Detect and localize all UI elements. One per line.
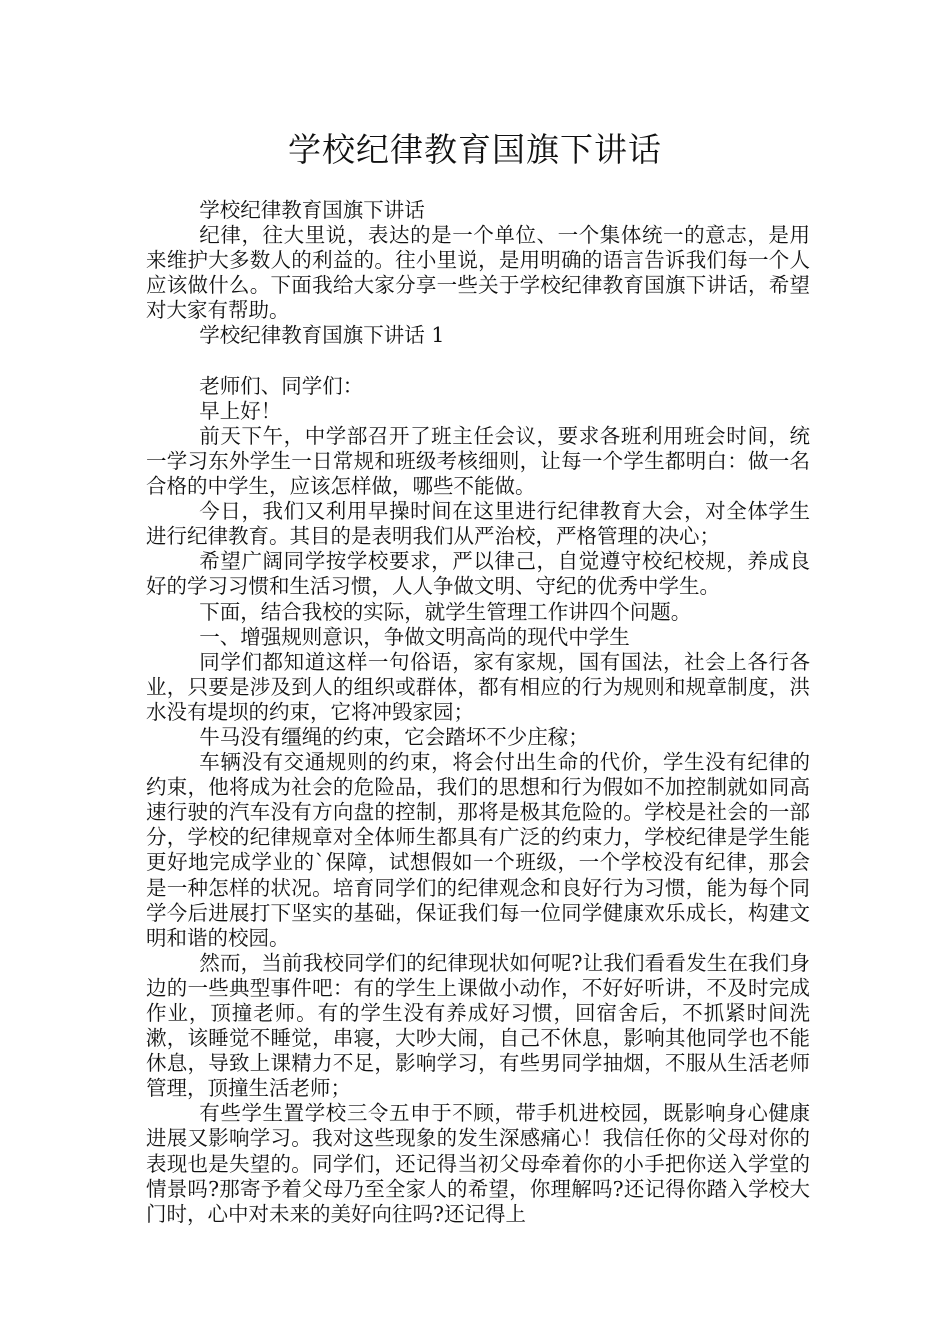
body-paragraph: 希望广阔同学按学校要求，严以律己，自觉遵守校纪校规，养成良好的学习习惯和生活习惯，人人争做文明、守纪的优秀中学生。 xyxy=(146,549,810,599)
greeting: 早上好！ xyxy=(199,398,282,423)
body-paragraph: 车辆没有交通规则的约束，将会付出生命的代价，学生没有纪律的约束，他将成为社会的危险品，我们的思想和行为假如不加控制就如同高速行驶的汽车没有方向盘的控制，那将是极其危险的。学校是社会的一部分，学校的纪律规章对全体师生都具有广泛的约束力，学校纪律是学生能更好地完成学业的`保障，试想假如一个班级，一个学校没有纪律，那会是一种怎样的状况。培育同学们的纪律观念和良好行为习惯，能为每个同学今后进展打下坚实的基础，保证我们每一位同学健康欢乐成长，构建文明和谐的校园。 xyxy=(146,750,810,950)
body-paragraph: 学校纪律教育国旗下讲话 xyxy=(199,198,425,222)
body-paragraph: 下面，结合我校的实际，就学生管理工作讲四个问题。 xyxy=(199,599,692,624)
section-heading: 学校纪律教育国旗下讲话 1 xyxy=(199,323,445,348)
body-paragraph: 今日，我们又利用早操时间在这里进行纪律教育大会，对全体学生进行纪律教育。其目的是表明我们从严治校，严格管理的决心； xyxy=(146,499,810,549)
body-paragraph: 有些学生置学校三令五申于不顾，带手机进校园，既影响身心健康进展又影响学习。我对这些现象的发生深感痛心！我信任你的父母对你的表现也是失望的。同学们，还记得当初父母牵着你的小手把你送入学堂的情景吗?那寄予着父母乃至全家人的希望，你理解吗?还记得你踏入学校大门时，心中对未来的美好向往吗?还记得上 xyxy=(146,1101,810,1226)
body-paragraph: 纪律，往大里说，表达的是一个单位、一个集体统一的意志，是用来维护大多数人的利益的。往小里说，是用明确的语言告诉我们每一个人应该做什么。下面我给大家分享一些关于学校纪律教育国旗下讲话，希望对大家有帮助。 xyxy=(146,223,810,323)
salutation: 老师们、同学们： xyxy=(199,373,364,398)
document-body xyxy=(146,198,810,1227)
body-paragraph: 然而，当前我校同学们的纪律现状如何呢?让我们看看发生在我们身边的一些典型事件吧：有的学生上课做小动作，不好好听讲，不及时完成作业，顶撞老师。有的学生没有养成好习惯，回宿舍后，不抓紧时间洗漱，该睡觉不睡觉，串寝，大吵大闹，自己不休息，影响其他同学也不能休息，导致上课精力不足，影响学习，有些男同学抽烟，不服从生活老师管理，顶撞生活老师； xyxy=(146,950,810,1101)
section-heading: 一、增强规则意识，争做文明高尚的现代中学生 xyxy=(199,624,630,649)
blank-line xyxy=(146,349,810,374)
body-paragraph: 前天下午，中学部召开了班主任会议，要求各班利用班会时间，统一学习东外学生一日常规和班级考核细则，让每一个学生都明白：做一名合格的中学生，应该怎样做，哪些不能做。 xyxy=(146,423,810,499)
body-paragraph: 牛马没有缰绳的约束，它会踏坏不少庄稼； xyxy=(199,724,589,749)
body-paragraph: 同学们都知道这样一句俗语，家有家规，国有国法，社会上各行各业，只要是涉及到人的组织或群体，都有相应的行为规则和规章制度，洪水没有堤坝的约束，它将冲毁家园； xyxy=(146,649,810,724)
document-title: 学校纪律教育国旗下讲话 xyxy=(288,130,662,169)
